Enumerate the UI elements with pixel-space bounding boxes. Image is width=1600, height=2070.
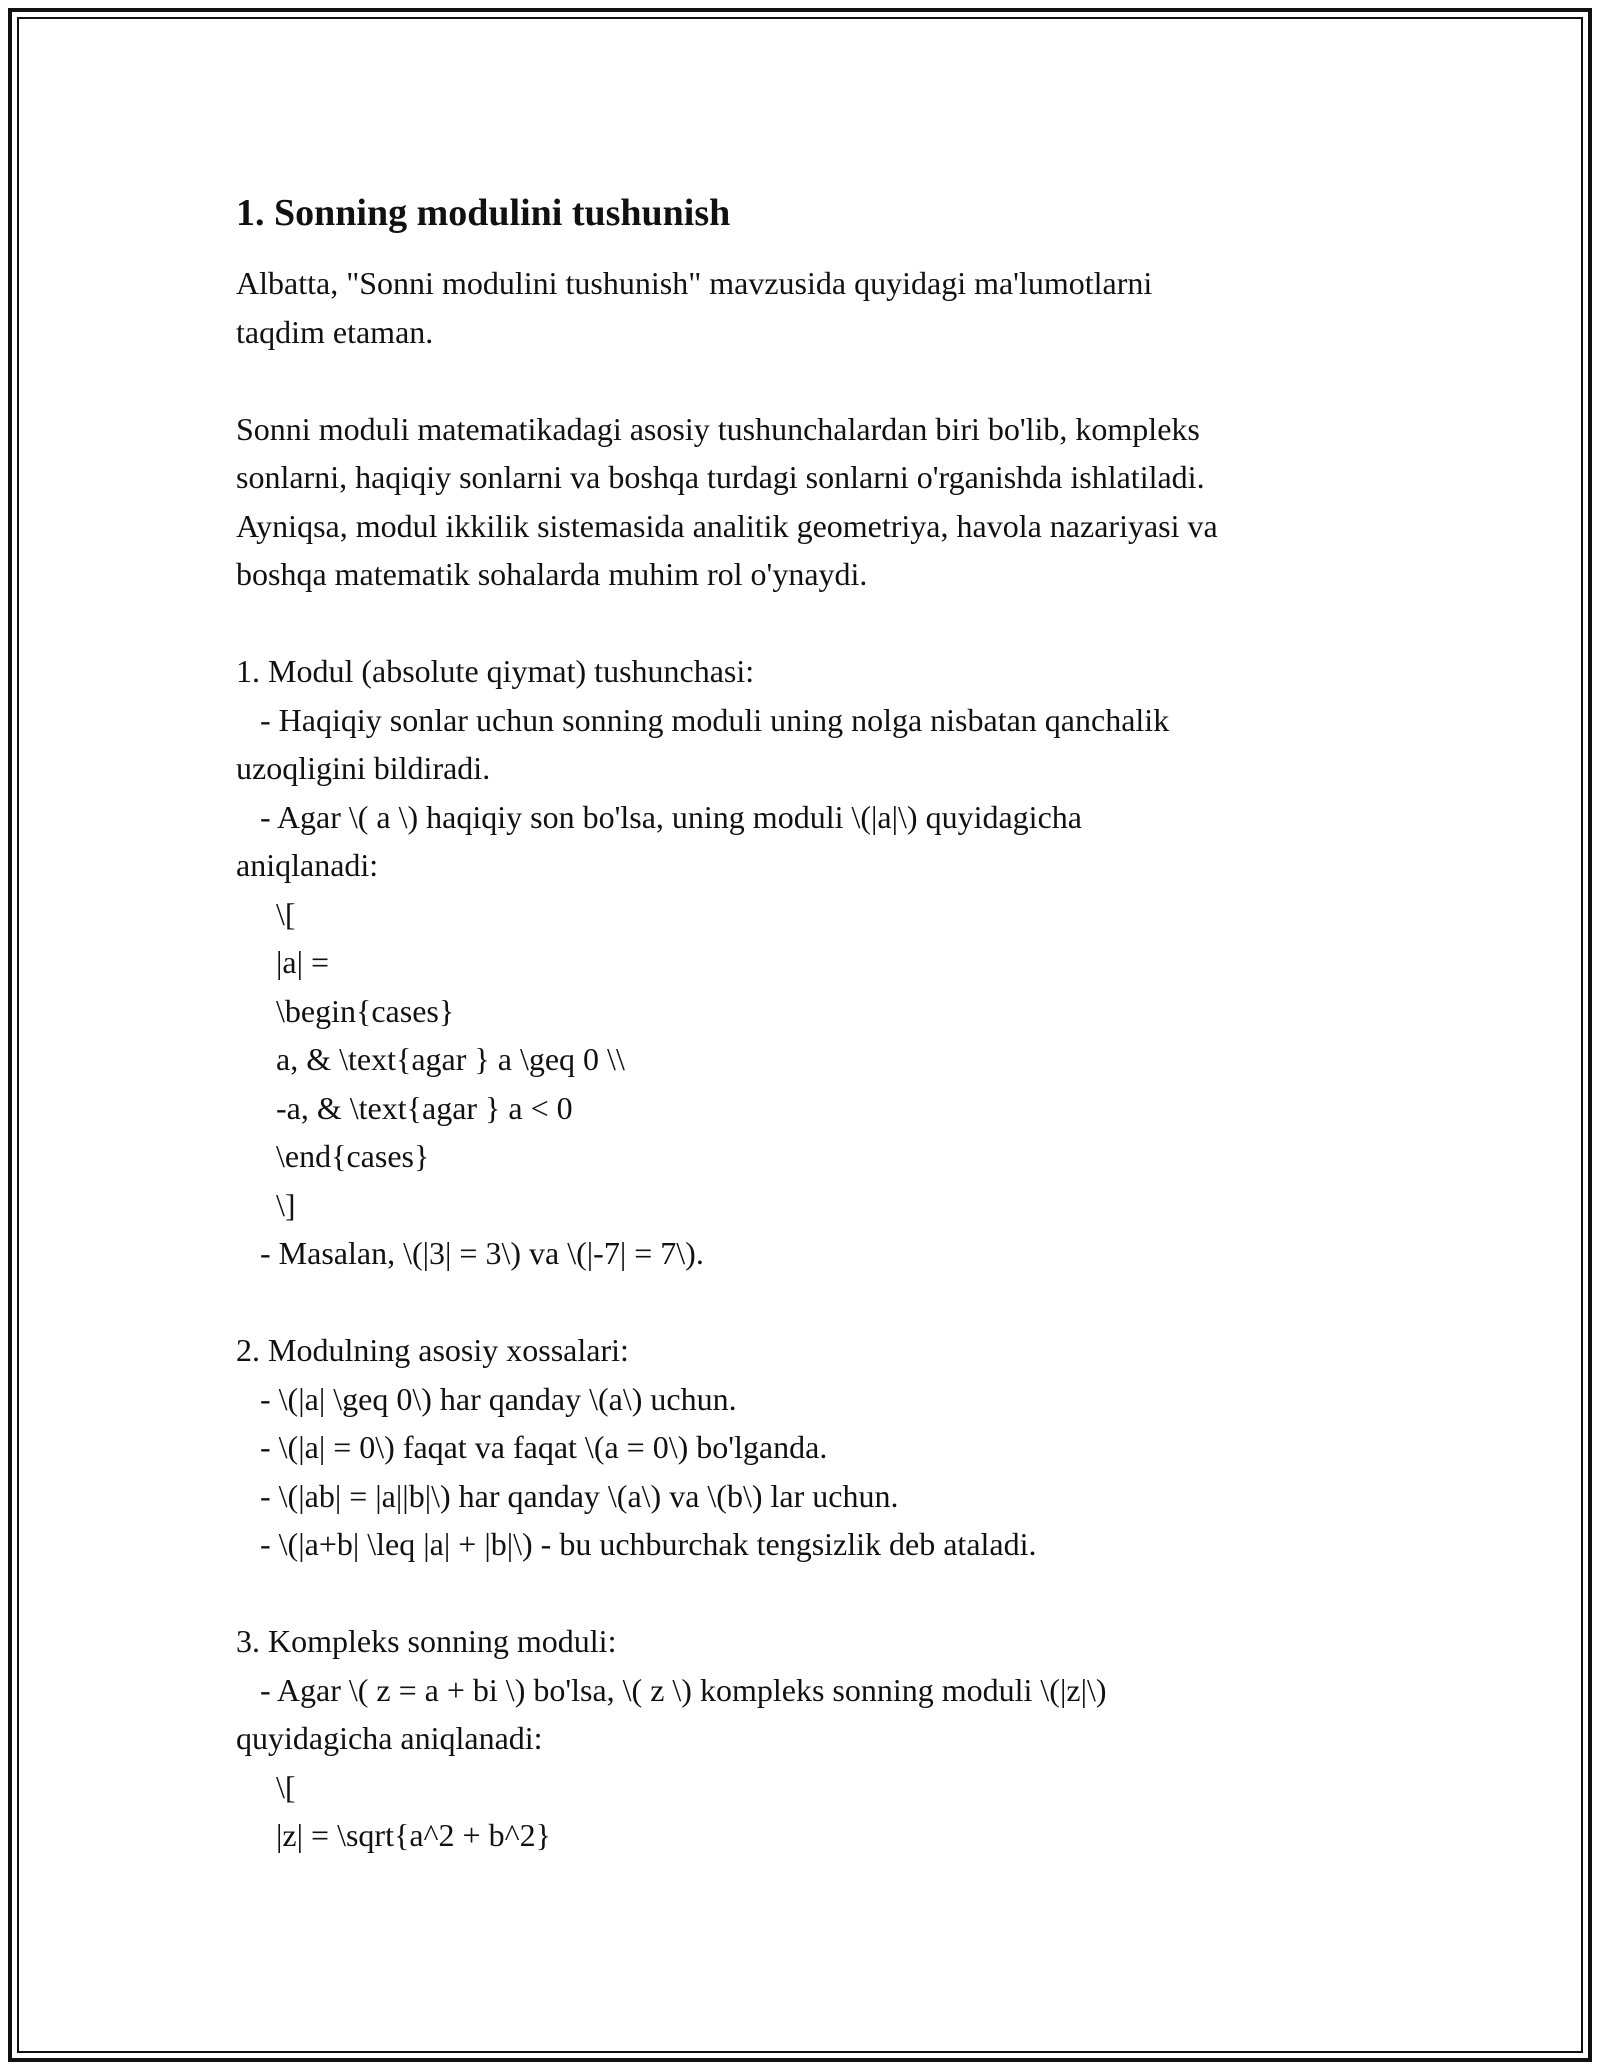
section1-line: aniqlanadi: [236,847,379,883]
section-properties [236,1326,1396,1569]
overview-line: boshqa matematik sohalarda muhim rol o'ynaydi. [236,556,868,592]
formula-line: -a, & \text{agar } a < 0 [236,1089,573,1126]
formula-line: \[ [236,1768,296,1805]
section-heading: 1. Sonning modulini tushunish [236,192,731,234]
intro-line: Albatta, "Sonni modulini tushunish" mavzusida quyidagi ma'lumotlarni [236,265,1153,301]
section2-line: - \(|a| \geq 0\) har qanday \(a\) uchun. [236,1380,737,1417]
overview-line: Ayniqsa, modul ikkilik sistemasida analitik geometriya, havola nazariyasi va [236,507,1218,544]
overview-paragraph [236,405,1396,599]
overview-line: Sonni moduli matematikadagi asosiy tushunchalardan biri bo'lib, kompleks [236,410,1200,447]
section2-line: - \(|a| = 0\) faqat va faqat \(a = 0\) bo'lganda. [236,1429,828,1465]
intro-paragraph [236,259,1396,356]
section-modul-definition [236,647,1396,1278]
section-complex-modulus [236,1617,1396,1860]
formula-line: \[ [236,895,296,932]
paragraph-spacer [236,1569,1396,1618]
section2-line: - \(|a+b| \leq |a| + |b|\) - bu uchburchak tengsizlik deb ataladi. [236,1526,1037,1562]
section3-line: quyidagicha aniqlanadi: [236,1720,543,1756]
section2-line: - \(|ab| = |a||b|\) har qanday \(a\) va \(b\) lar uchun. [236,1477,899,1514]
section1-line: - Masalan, \(|3| = 3\) va \(|-7| = 7\). [236,1235,704,1271]
paragraph-spacer [236,599,1396,648]
section1-line: uzoqligini bildiradi. [236,750,491,786]
formula-line: \end{cases} [236,1138,430,1174]
formula-line: \begin{cases} [236,992,455,1029]
section1-line: - Agar \( a \) haqiqiy son bo'lsa, uning moduli \(|a|\) quyidagicha [236,798,1082,835]
paragraph-spacer [236,1278,1396,1327]
formula-line: |a| = [236,944,330,980]
formula-line: \] [236,1186,296,1223]
intro-line: taqdim etaman. [236,313,434,350]
section3-line: - Agar \( z = a + bi \) bo'lsa, \( z \) kompleks sonning moduli \(|z|\) [236,1671,1107,1708]
paragraph-spacer [236,356,1396,405]
formula-line: |z| = \sqrt{a^2 + b^2} [236,1817,551,1853]
overview-line: sonlarni, haqiqiy sonlarni va boshqa turdagi sonlarni o'rganishda ishlatiladi. [236,459,1205,495]
section2-line: 2. Modulning asosiy xossalari: [236,1332,629,1368]
section1-line: 1. Modul (absolute qiymat) tushunchasi: [236,653,755,689]
document-body [236,185,1396,1860]
section1-line: - Haqiqiy sonlar uchun sonning moduli uning nolga nisbatan qanchalik [236,701,1170,738]
formula-line: a, & \text{agar } a \geq 0 \\ [236,1041,625,1077]
section3-line: 3. Kompleks sonning moduli: [236,1623,617,1659]
